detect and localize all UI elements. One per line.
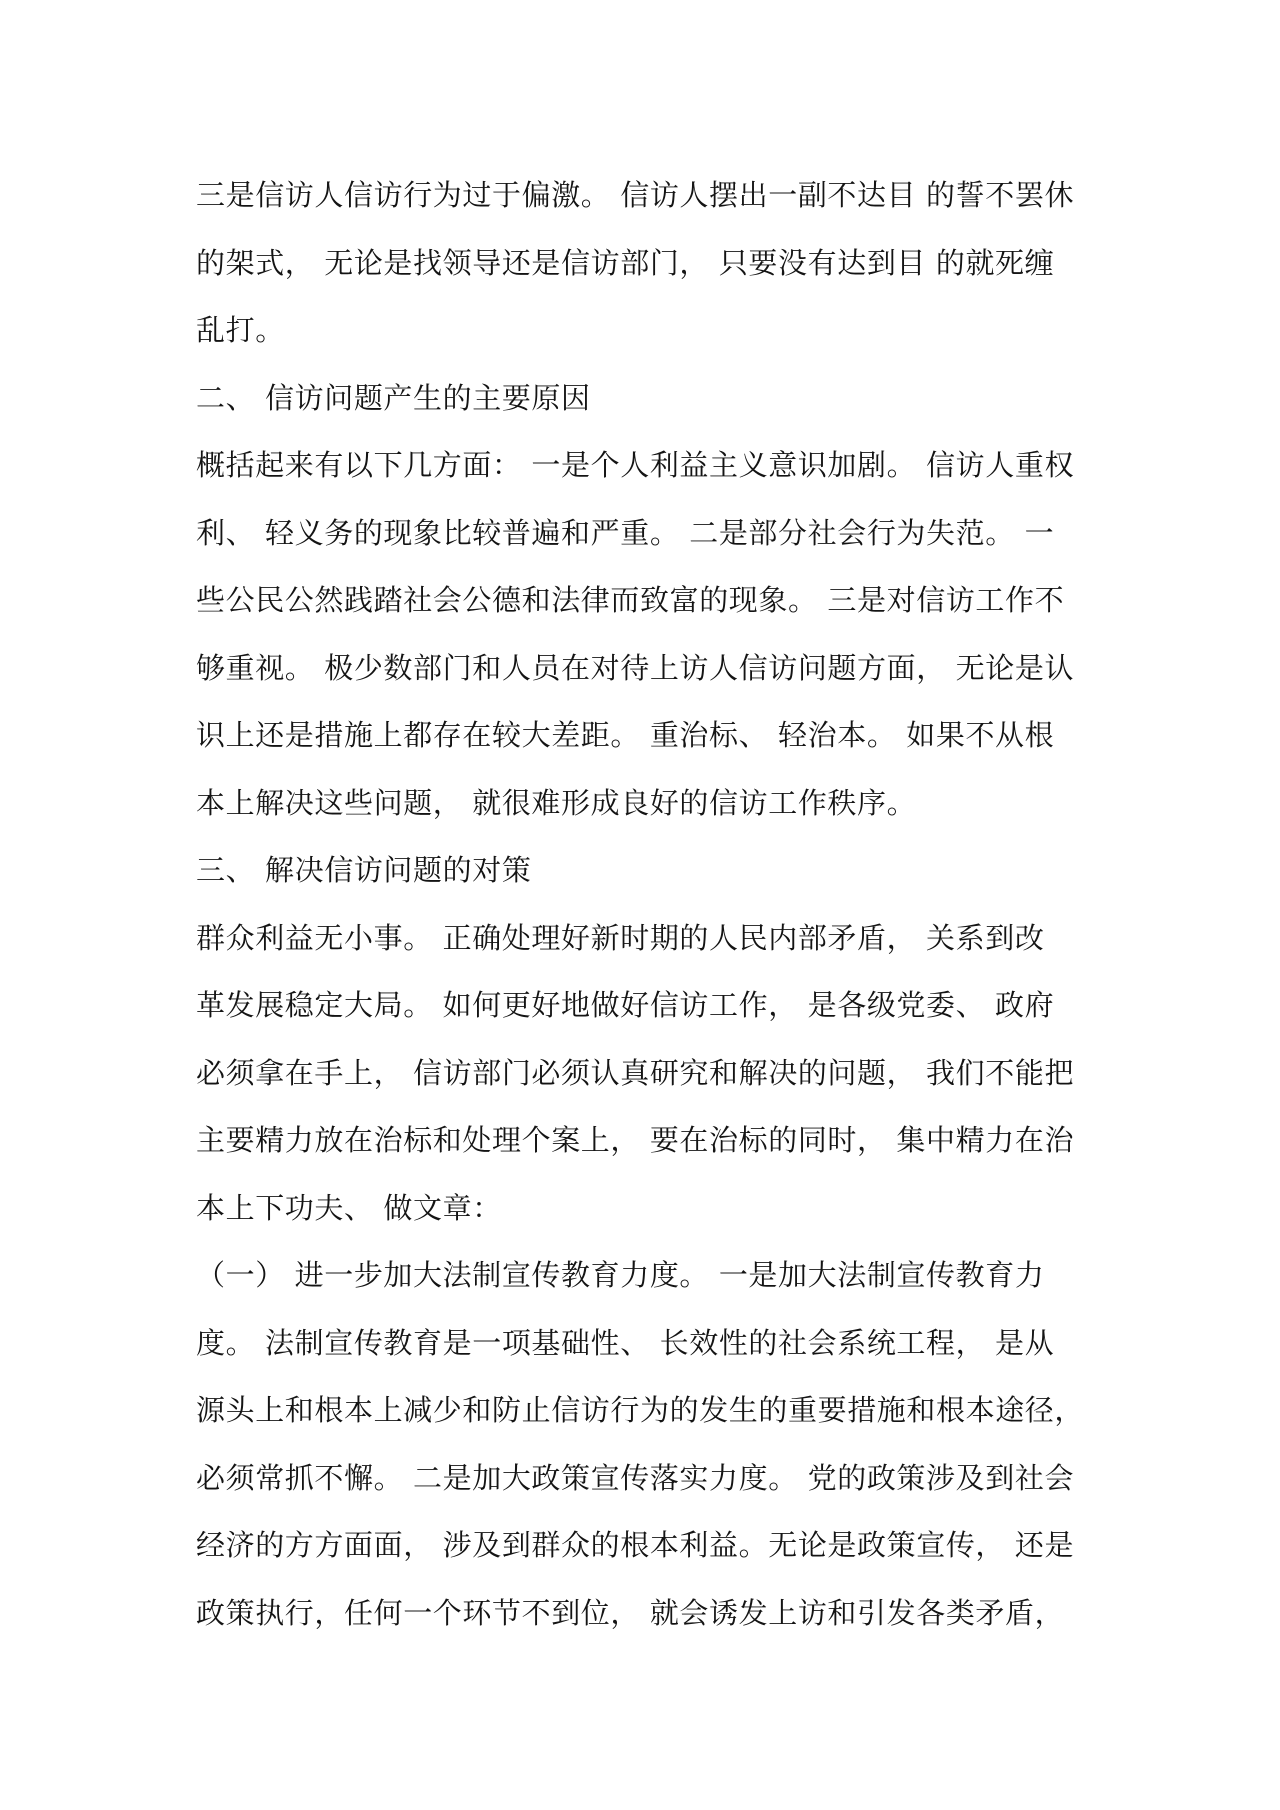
text-line: 必须常抓不懈。 二是加大政策宣传落实力度。 党的政策涉及到社会 (196, 1460, 1075, 1495)
text-line: 主要精力放在治标和处理个案上， 要在治标的同时， 集中精力在治 (196, 1123, 1075, 1157)
text-line: 政策执行，任何一个环节不到位， 就会诱发上访和引发各类矛盾， (196, 1595, 1065, 1630)
text-line: 必须拿在手上， 信访部门必须认真研究和解决的问题， 我们不能把 (196, 1055, 1075, 1090)
text-line: 群众利益无小事。 正确处理好新时期的人民内部矛盾， 关系到改 (196, 920, 1045, 955)
text-line: 经济的方方面面， 涉及到群众的根本利益。无论是政策宣传， 还是 (196, 1528, 1075, 1562)
text-line: 些公民公然践踏社会公德和法律而致富的现象。 三是对信访工作不 (196, 583, 1065, 617)
text-line: 概括起来有以下几方面： 一是个人利益主义意识加剧。 信访人重权 (196, 448, 1075, 482)
section-heading: 二、 信访问题产生的主要原因 (196, 380, 591, 415)
section-heading: 三、 解决信访问题的对策 (196, 853, 532, 887)
text-line: 的架式， 无论是找领导还是信访部门， 只要没有达到目 的就死缠 (196, 245, 1055, 280)
text-line: 度。 法制宣传教育是一项基础性、 长效性的社会系统工程， 是从 (196, 1325, 1055, 1360)
subsection-heading: （一） 进一步加大法制宣传教育力度。 一是加大法制宣传教育力 (196, 1258, 1045, 1292)
text-line: 利、 轻义务的现象比较普遍和严重。 二是部分社会行为失范。 一 (196, 515, 1055, 550)
text-line: 本上解决这些问题， 就很难形成良好的信访工作秩序。 (196, 785, 917, 820)
text-line: 源头上和根本上减少和防止信访行为的发生的重要措施和根本途径， (196, 1393, 1085, 1427)
document-body (196, 162, 1096, 1647)
text-line: 识上还是措施上都存在较大差距。 重治标、 轻治本。 如果不从根 (196, 718, 1055, 752)
text-line: 三是信访人信访行为过于偏激。 信访人摆出一副不达目 的誓不罢休 (196, 178, 1075, 212)
text-line: 乱打。 (196, 313, 285, 347)
text-line: 本上下功夫、 做文章： (196, 1190, 502, 1225)
text-line: 够重视。 极少数部门和人员在对待上访人信访问题方面， 无论是认 (196, 650, 1075, 685)
text-line: 革发展稳定大局。 如何更好地做好信访工作， 是各级党委、 政府 (196, 988, 1055, 1022)
